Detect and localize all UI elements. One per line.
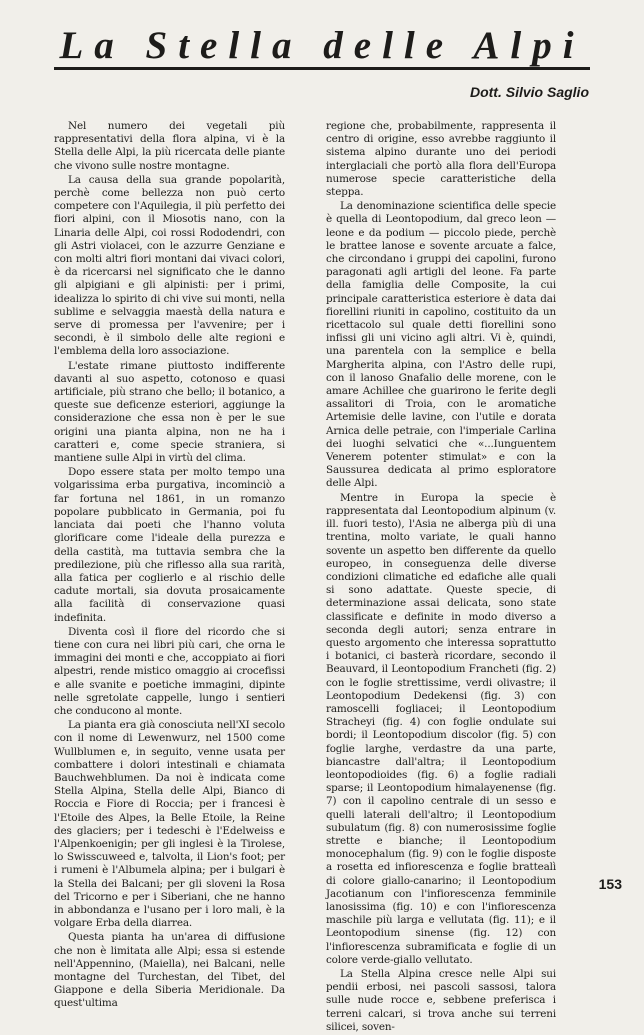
paragraph: Diventa così il fiore del ricordo che si tiene con cura nei libri più cari, che orna le immagini dei monti e che, accoppiato ai fiori alpestri, rende mistico omaggio ai crocefissi e alle svanite e poetiche immagini, dipinte nelle sgretolate cappelle, lungo i sentieri che conducono al monte. xyxy=(54,625,285,717)
paragraph: La causa della sua grande popolarità, perchè come bellezza non può certo competere con l'Aquilegia, il più perfetto dei fiori alpini, con il Miosotis nano, con la Linaria delle Alpi, coi rossi Rododendri, con gli Astri violacei, con le azzurre Genziane e con molti altri fiori montani dai vivaci colori, è da ricercarsi nel significato che le danno gli alpigiani e gli alpinisti: per i primi, idealizza lo spirito di chi vive sui monti, nella sublime e selvaggia maestà della natura e serve di promessa per l'avvenire; per i secondi, è il simbolo delle alte regioni e l'emblema della loro associazione. xyxy=(54,173,285,358)
article-title: La Stella delle Alpi xyxy=(59,24,585,67)
page-number: 153 xyxy=(598,876,622,892)
paragraph: Nel numero dei vegetali più rappresentativi della flora alpina, vi è la Stella delle Alpi, la più ricercata delle piante che vivono sulle nostre montagne. xyxy=(54,120,285,172)
title-underline xyxy=(54,67,590,70)
paragraph: Questa pianta ha un'area di diffusione che non è limitata alle Alpi; essa si estende nell'Appennino, (Maiella), nei Balcani, nelle montagne del Turchestan, del Tibet, del Giappone e della Siberia Meridionale. Da quest'ultima xyxy=(54,931,285,1010)
left-column xyxy=(54,120,285,1012)
right-column xyxy=(326,120,556,1035)
paragraph: L'estate rimane piuttosto indifferente davanti al suo aspetto, cotonoso e quasi artificiale, più strano che bello; il botanico, a queste sue deficenze esteriori, aggiunge la considerazione che essa non è per le sue origini una pianta alpina, non ne ha i caratteri e, come specie straniera, si mantiene sulle Alpi in virtù del clima. xyxy=(54,359,285,465)
paragraph: regione che, probabilmente, rappresenta il centro di origine, esso avrebbe raggiunto il sistema alpino durante uno dei periodi interglaciali che portò alla flora dell'Europa numerose specie caratteristiche della steppa. xyxy=(326,120,556,199)
paragraph: Dopo essere stata per molto tempo una volgarissima erba purgativa, incominciò a far fortuna nel 1861, in un romanzo popolare pubblicato in Germania, poi fu lanciata dai poeti che l'hanno voluta glorificare come l'ideale della purezza e della castità, ma tuttavia sembra che la predilezione, più che riflesso alla sua rarità, alla fatica per coglierlo e al rischio delle cadute mortali, sia dovuta prosaicamente alla facilità di conservazione quasi indefinita. xyxy=(54,466,285,624)
paragraph: Mentre in Europa la specie è rappresentata dal Leontopodium alpinum (v. ill. fuori testo), l'Asia ne alberga più di una trentina, molto variate, le quali hanno sovente un aspetto ben differente da quello europeo, in conseguenza delle diverse condizioni climatiche ed edafiche alle quali si sono adattate. Queste specie, di determinazione assai delicata, sono state classificate e definite in modo diverso a seconda degli autori; senza entrare in questo argomento che interessa soprattutto i botanici, ci basterà ricordare, secondo il Beauvard, il Leontopodium Francheti (fig. 2) con le foglie strettissime, verdi olivastre; il Leontopodium Dedekensi (fig. 3) con ramoscelli fogliacei; il Leontopodium Stracheyi (fig. 4) con foglie ondulate sui bordi; il Leontopodium discolor (fig. 5) con foglie larghe, verdastre da una parte, biancastre dall'altra; il Leontopodium leontopodioides (fig. 6) a foglie radiali sparse; il Leontopodium himalayenense (fig. 7) con il capolino centrale di un sesso e quelli laterali dell'altro; il Leontopodium subulatum (fig. 8) con numerosissime foglie strette e bianche; il Leontopodium monocephalum (fig. 9) con le foglie disposte a rosetta ed infiorescenza e foglie brattealì di colore giallo-canarino; il Leontopodium Jacotianum con l'infiorescenza femminile lanosissima (fig. 10) e con l'infiorescenza maschile più larga e vellutata (fig. 11); e il Leontopodium sinense (fig. 12) con l'infiorescenza subramificata e foglie di un colore verde-giallo vellutato. xyxy=(326,491,556,966)
article-author: Dott. Silvio Saglio xyxy=(469,84,589,100)
paragraph: La denominazione scientifica delle specie è quella di Leontopodium, dal greco leon — leone e da podium — piccolo piede, perchè le brattee lanose e sovente arcuate a falce, che circondano i gruppi dei capolini, furono paragonati agli artigli del leone. Fa parte della famiglia delle Composite, la cui principale caratteristica esteriore è data dai fiorellini riuniti in capolino, costituito da un ricettacolo sul quale detti fiorellini sono infissi gli uni vicino agli altri. Vi è, quindi, una parentela con la semplice e bella Margherita alpina, con l'Astro delle rupi, con il lanoso Gnafalio delle morene, con le amare Achillee che guarirono le ferite degli assalitori di Troia, con le aromatiche Artemisie delle lavine, con l'utile e dorata Arnica delle petraie, con l'imperiale Carlina dei luoghi selvatici che «...Iunguentem Venerem potenter stimulat» e con la Saussurea dedicata al primo esploratore delle Alpi. xyxy=(326,200,556,490)
paragraph: La Stella Alpina cresce nelle Alpi sui pendii erbosi, nei pascoli sassosi, talora sulle nude rocce e, sebbene preferisca i terreni calcari, si trova anche sui terreni silicei, soven- xyxy=(326,968,556,1033)
paragraph: La pianta era già conosciuta nell'XI secolo con il nome di Lewenwurz, nel 1500 come Wullblumen e, in seguito, venne usata per combattere i dolori intestinali e chiamata Bauchwehblumen. Da noi è indicata come Stella Alpina, Stella delle Alpi, Bianco di Roccia e Fiore di Roccia; per i francesi è l'Etoile des Alpes, la Belle Etoile, la Reine des glaciers; per i tedeschi è l'Edelweiss e l'Alpenkoenigin; per gli inglesi è la Tirolese, lo Swisscuweed e, talvolta, il Lion's foot; per i rumeni è l'Albumela alpina; per i bulgari è la Stella dei Balcani; per gli sloveni la Rosa del Tricorno e per i Siberiani, che ne hanno in abbondanza e l'usano per i loro mali, è la volgare Erba della diarrea. xyxy=(54,719,285,930)
